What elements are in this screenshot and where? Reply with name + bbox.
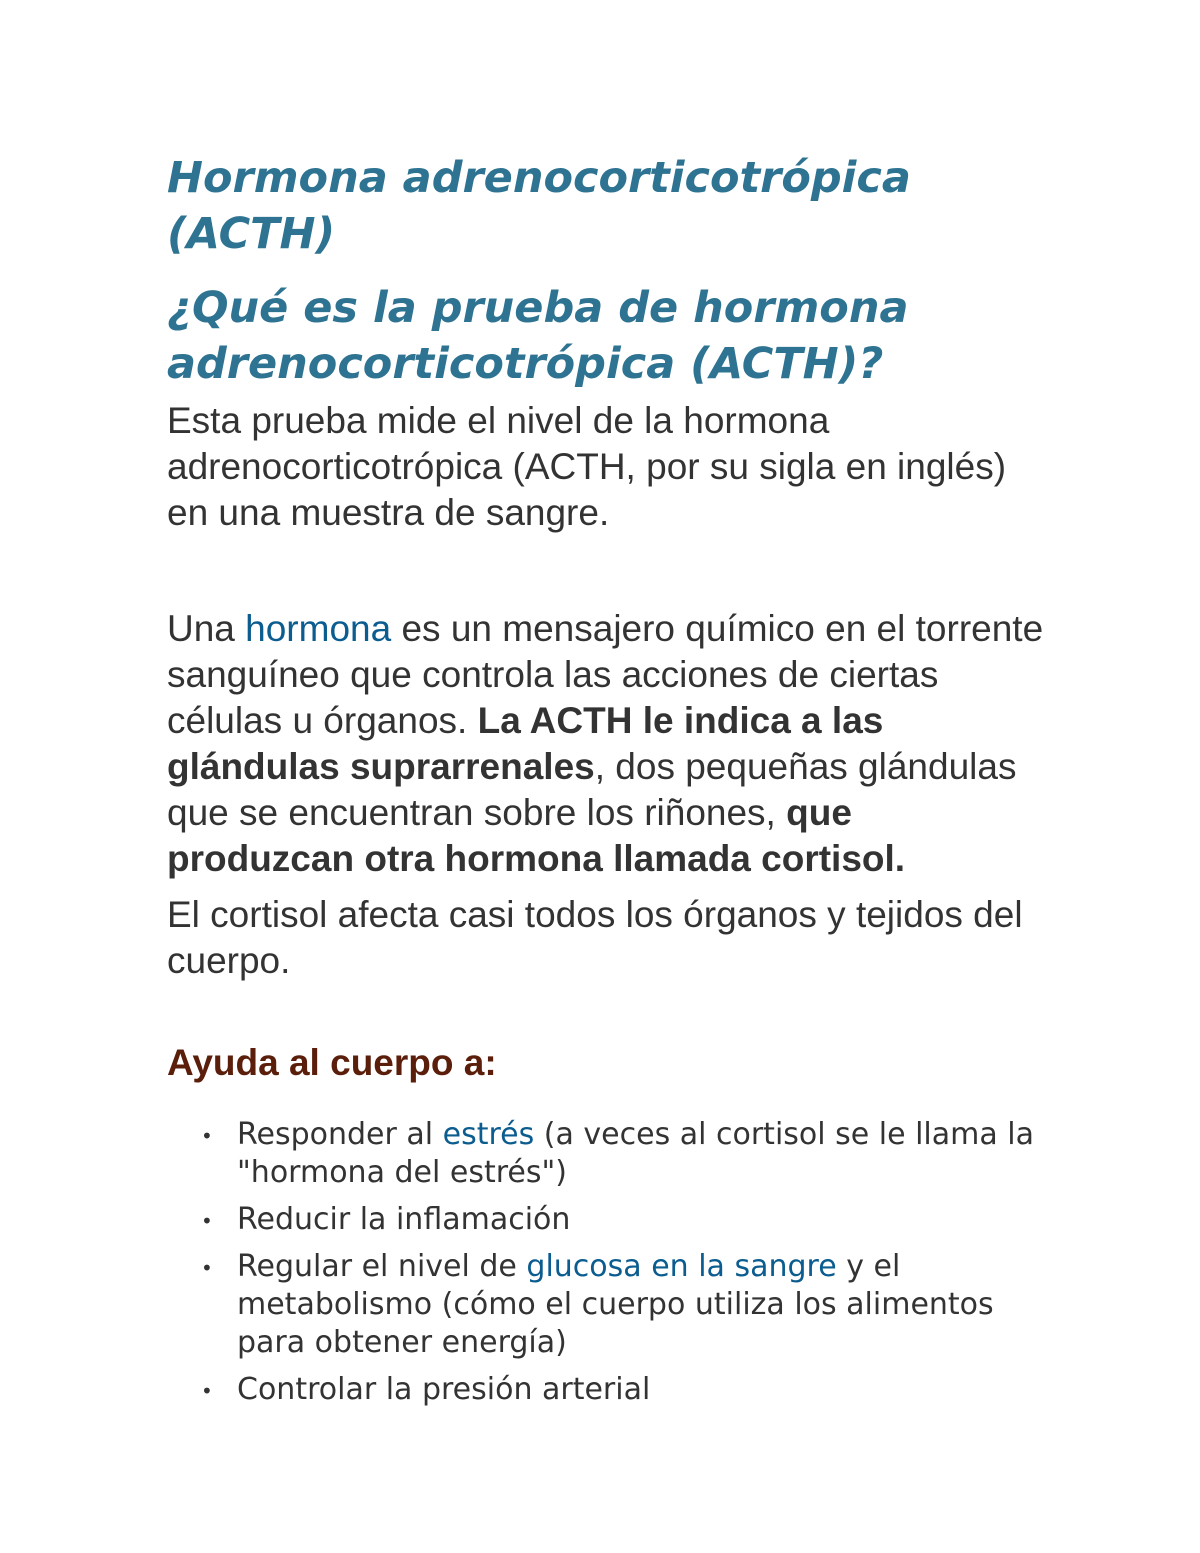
page-title	[167, 150, 1047, 262]
item-text: Controlar la presión arterial	[237, 1372, 651, 1407]
item-suffix: y el metabolismo (cómo el cuerpo utiliza los alimentos para obtener energía)	[237, 1249, 994, 1360]
list-item-inflammation	[167, 1201, 1047, 1239]
bullet-icon: •	[201, 1124, 213, 1148]
estres-link[interactable]: estrés	[442, 1117, 535, 1152]
cortisol-functions-list	[167, 1116, 1047, 1409]
title-line-2: (ACTH)	[167, 209, 336, 259]
question-line-2: adrenocorticotrópica (ACTH)?	[167, 339, 884, 389]
document-page	[167, 150, 1047, 1418]
list-item-glucose	[167, 1248, 1047, 1362]
item-prefix: Responder al	[237, 1117, 443, 1152]
hormone-prefix: Una	[167, 608, 246, 649]
bullet-icon: •	[201, 1256, 213, 1280]
question-heading	[167, 280, 1047, 392]
bullet-icon: •	[201, 1379, 213, 1403]
question-line-1: ¿Qué es la prueba de hormona	[167, 283, 909, 333]
hormone-paragraph	[167, 606, 1047, 882]
title-line-1: Hormona adrenocorticotrópica	[167, 153, 911, 203]
item-text: Reducir la inflamación	[237, 1202, 571, 1237]
hormone-text-2: , dos pequeñas glándulas que se encuentran sobre los riñones,	[167, 746, 1017, 833]
help-subheading: Ayuda al cuerpo a:	[167, 1042, 497, 1083]
list-item-blood-pressure	[167, 1371, 1047, 1409]
item-prefix: Regular el nivel de	[237, 1249, 527, 1284]
acth-adrenal-emphasis: La ACTH le indica a las glándulas suprarrenales	[167, 700, 884, 787]
bullet-icon: •	[201, 1209, 213, 1233]
hormona-link[interactable]: hormona	[245, 608, 392, 649]
list-item-stress	[167, 1116, 1047, 1192]
cortisol-paragraph: El cortisol afecta casi todos los órganos y tejidos del cuerpo.	[167, 894, 1023, 981]
cortisol-emphasis: que produzcan otra hormona llamada cortisol.	[167, 792, 906, 879]
item-suffix: (a veces al cortisol se le llama la "hormona del estrés")	[237, 1117, 1034, 1190]
hormone-text-1: es un mensajero químico en el torrente sanguíneo que controla las acciones de ciertas células u órganos.	[167, 608, 1044, 741]
intro-paragraph: Esta prueba mide el nivel de la hormona adrenocorticotrópica (ACTH, por su sigla en inglés) en una muestra de sangre.	[167, 400, 1007, 533]
glucose-link[interactable]: glucosa en la sangre	[526, 1249, 837, 1284]
